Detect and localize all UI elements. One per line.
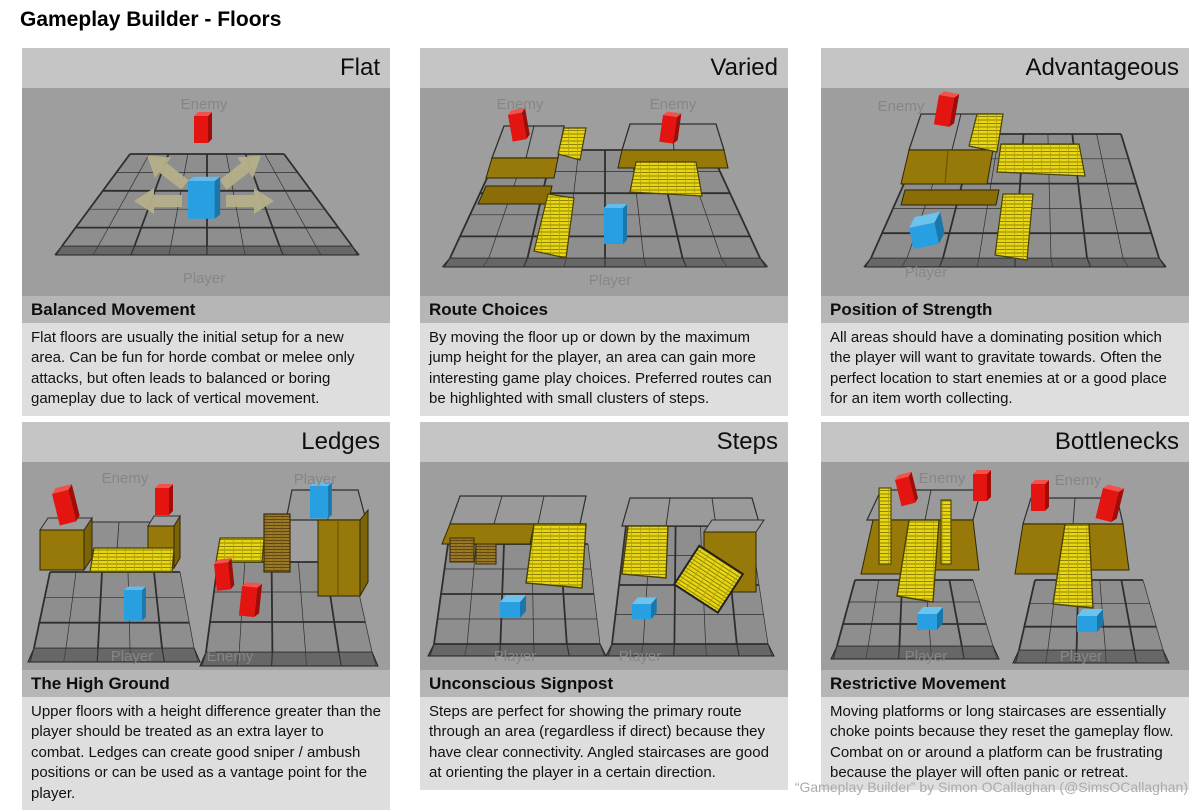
panel-varied-title: Varied: [710, 54, 778, 81]
panel-ledges: [22, 422, 390, 810]
panel-advantageous-subtitle: Position of Strength: [821, 296, 1189, 323]
player-label: Player: [1059, 648, 1103, 665]
player-label: Player: [618, 648, 662, 665]
panel-bottlenecks-title: Bottlenecks: [1054, 428, 1179, 455]
panel-varied-diagram: [420, 88, 788, 296]
panel-bottlenecks: [821, 422, 1189, 790]
panel-steps-title: Steps: [716, 428, 778, 455]
enemy-label: Enemy: [649, 96, 697, 113]
panel-varied-header: [420, 48, 788, 88]
enemy-label: Enemy: [1054, 472, 1102, 489]
panel-ledges-subtitle: The High Ground: [22, 670, 390, 697]
panel-varied-description: By moving the floor up or down by the maximum jump height for the player, an area can gain more interesting game play choices. Preferred routes can be highlighted with small clusters of steps.: [420, 323, 788, 416]
player-label: Player: [110, 648, 154, 665]
panel-ledges-description: Upper floors with a height difference greater than the player should be treated as an extra layer to combat. Ledges can create good sniper / ambush positions or can be used as a vantage point for the player.: [22, 697, 390, 810]
panel-flat-diagram: [22, 88, 390, 296]
panel-bottlenecks-subtitle: Restrictive Movement: [821, 670, 1189, 697]
footer-credit: “Gameplay Builder” by Simon OCallaghan (@SimsOCallaghan): [794, 779, 1188, 795]
flat-scene-illustration: [22, 88, 390, 296]
advantageous-scene-illustration: [821, 88, 1189, 296]
panel-steps-subtitle: Unconscious Signpost: [420, 670, 788, 697]
panel-flat-title: Flat: [339, 54, 380, 81]
steps-scene-illustration: [420, 462, 788, 670]
panel-ledges-header: [22, 422, 390, 462]
bottlenecks-scene-illustration: [821, 462, 1189, 670]
panel-steps-description: Steps are perfect for showing the primary route through an area (regardless if direct) because they have clear connectivity. Angled staircases are good at orienting the player in a certain direction.: [420, 697, 788, 790]
player-label: Player: [904, 264, 948, 281]
panel-steps: [420, 422, 788, 790]
enemy-label: Enemy: [180, 96, 228, 113]
panel-bottlenecks-header: [821, 422, 1189, 462]
player-label: Player: [293, 471, 337, 488]
panel-flat-description: Flat floors are usually the initial setup for a new area. Can be fun for horde combat or melee only attacks, but often leads to balanced or boring gameplay due to lack of vertical movement.: [22, 323, 390, 416]
panel-ledges-title: Ledges: [301, 428, 380, 455]
panel-varied: [420, 48, 788, 416]
panel-advantageous-title: Advantageous: [1025, 54, 1179, 81]
enemy-label: Enemy: [496, 96, 544, 113]
player-label: Player: [904, 648, 948, 665]
panel-advantageous: [821, 48, 1189, 416]
varied-scene-illustration: [420, 88, 788, 296]
page-title: Gameplay Builder - Floors: [20, 8, 282, 31]
panel-advantageous-header: [821, 48, 1189, 88]
player-label: Player: [588, 272, 632, 289]
enemy-label: Enemy: [101, 470, 149, 487]
panel-steps-diagram: [420, 462, 788, 670]
enemy-label: Enemy: [206, 648, 254, 665]
panel-ledges-diagram: [22, 462, 390, 670]
panel-steps-header: [420, 422, 788, 462]
panel-varied-subtitle: Route Choices: [420, 296, 788, 323]
player-label: Player: [493, 648, 537, 665]
panel-flat-header: [22, 48, 390, 88]
panel-advantageous-description: All areas should have a dominating position which the player will want to gravitate towards. Often the perfect location to start enemies at or a good place for an item worth collecting.: [821, 323, 1189, 416]
enemy-label: Enemy: [918, 470, 966, 487]
panel-flat-subtitle: Balanced Movement: [22, 296, 390, 323]
enemy-label: Enemy: [877, 98, 925, 115]
ledges-scene-illustration: [22, 462, 390, 670]
panel-bottlenecks-diagram: [821, 462, 1189, 670]
panel-flat: [22, 48, 390, 416]
player-label: Player: [182, 270, 226, 287]
panel-bottlenecks-description: Moving platforms or long staircases are essentially choke points because they reset the gameplay flow. Combat on or around a platform can be frustrating because the player will often panic or retreat.: [821, 697, 1189, 790]
panel-advantageous-diagram: [821, 88, 1189, 296]
